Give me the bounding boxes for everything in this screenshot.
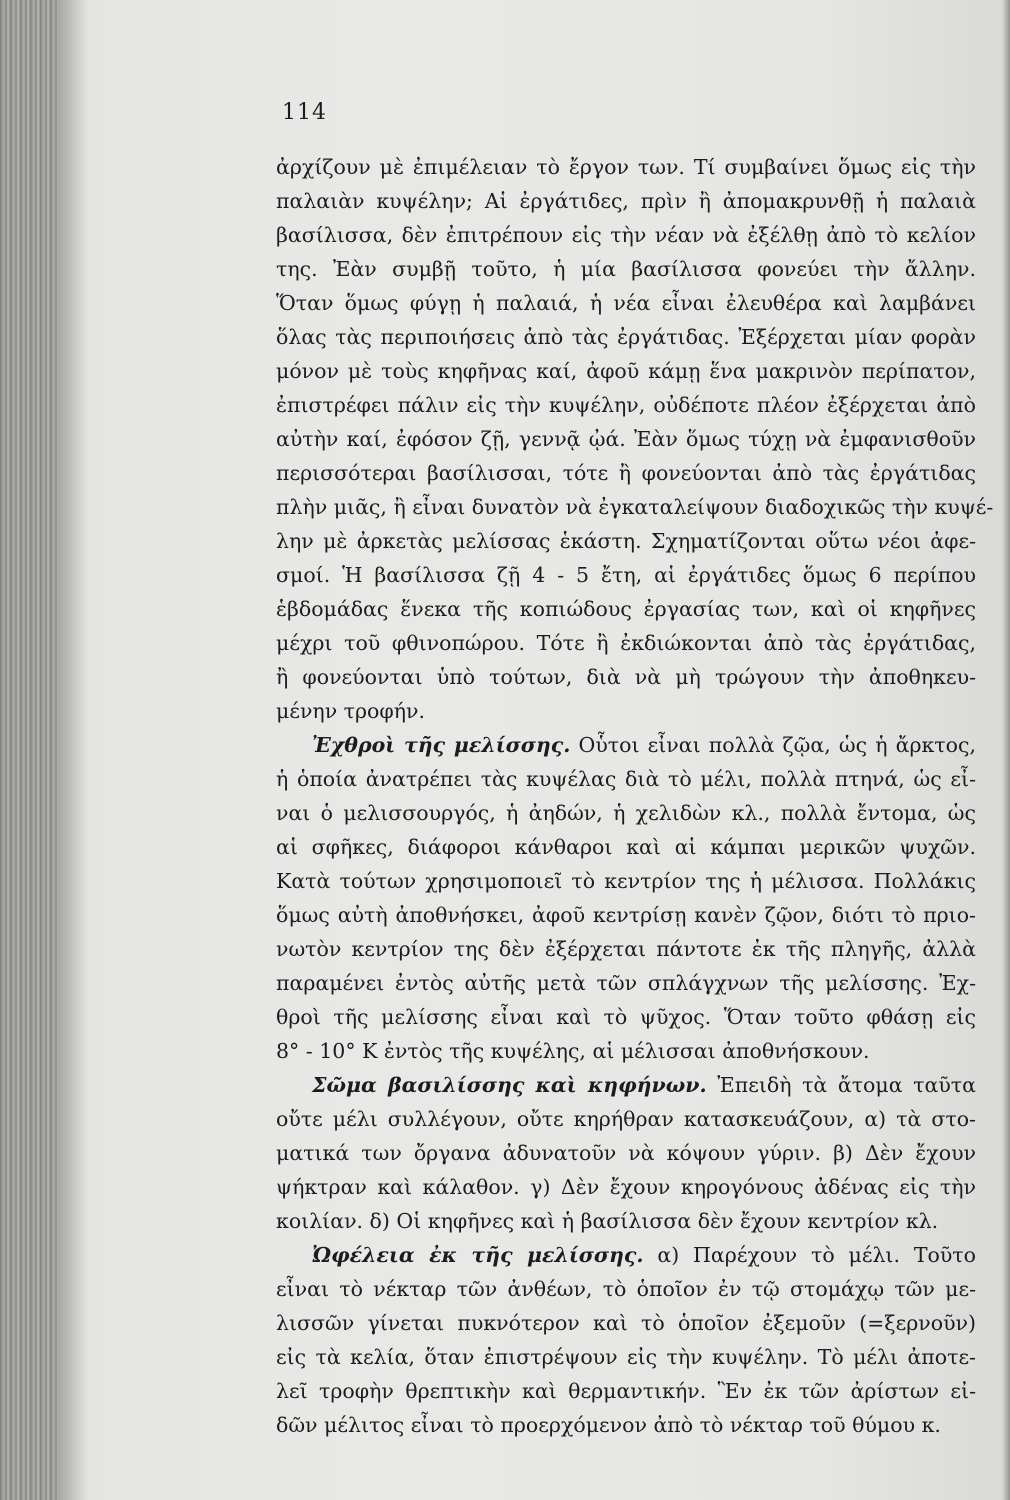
text-run: Οὗτοι εἶναι πολλὰ ζῷα, ὡς ἡ ἄρκτος, xyxy=(578,733,976,757)
text-line: ἐπιστρέφει πάλιν εἰς τὴν κυψέλην, οὐδέποτε πλέον ἐξέρχεται ἀπὸ xyxy=(276,393,976,417)
text-line: παραμένει ἐντὸς αὐτῆς μετὰ τῶν σπλάγχνων τῆς μελίσσης. Ἐχ- xyxy=(276,971,976,995)
section-heading: Ὠφέλεια ἐκ τῆς μελίσσης. xyxy=(312,1243,644,1267)
text-line: δῶν μέλιτος εἶναι τὸ προερχόμενον ἀπὸ τὸ νέκταρ τοῦ θύμου κ. xyxy=(276,1413,941,1437)
text-line: σμοί. Ἡ βασίλισσα ζῇ 4 - 5 ἔτη, αἱ ἐργάτιδες ὅμως 6 περίπου xyxy=(276,563,976,587)
text-line: νωτὸν κεντρίον της δὲν ἐξέρχεται πάντοτε ἐκ τῆς πληγῆς, ἀλλὰ xyxy=(276,937,976,961)
text-line: κοιλίαν. δ) Οἱ κηφῆνες καὶ ἡ βασίλισσα δὲν ἔχουν κεντρίον κλ. xyxy=(276,1209,939,1233)
text-line: λεῖ τροφὴν θρεπτικὴν καὶ θερμαντικήν. Ἓν ἐκ τῶν ἀρίστων εἰ- xyxy=(276,1379,976,1403)
text-line: βασίλισσα, δὲν ἐπιτρέπουν εἰς τὴν νέαν νὰ ἐξέλθῃ ἀπὸ τὸ κελίον xyxy=(276,223,976,247)
paragraph-queen-drone-body xyxy=(276,1068,976,1238)
page-number: 114 xyxy=(282,100,327,125)
text-run: α) Παρέχουν τὸ μέλι. Τοῦτο xyxy=(657,1243,976,1267)
text-line: αἱ σφῆκες, διάφοροι κάνθαροι καὶ αἱ κάμπαι μερικῶν ψυχῶν. xyxy=(276,835,976,859)
book-binding xyxy=(0,0,58,1500)
text-line: ναι ὁ μελισσουργός, ἡ ἀηδών, ἡ χελιδὼν κλ., πολλὰ ἔντομα, ὡς xyxy=(276,801,976,825)
text-line: 8° - 10° Κ ἐντὸς τῆς κυψέλης, αἱ μέλισσαι ἀποθνήσκουν. xyxy=(276,1039,870,1063)
text-line xyxy=(276,1068,976,1102)
text-line: ἀρχίζουν μὲ ἐπιμέλειαν τὸ ἔργον των. Τί συμβαίνει ὅμως εἰς τὴν xyxy=(276,155,976,179)
text-line: αὐτὴν καί, ἐφόσον ζῇ, γεννᾷ ᾠά. Ἐὰν ὅμως τύχῃ νὰ ἐμφανισθοῦν xyxy=(276,427,976,451)
text-line xyxy=(276,728,976,762)
text-line xyxy=(276,1238,976,1272)
text-line: της. Ἐὰν συμβῇ τοῦτο, ἡ μία βασίλισσα φονεύει τὴν ἄλλην. xyxy=(276,257,976,281)
text-line: ὅμως αὐτὴ ἀποθνήσκει, ἀφοῦ κεντρίσῃ κανὲν ζῷον, διότι τὸ πριο- xyxy=(276,903,976,927)
page-edge xyxy=(1002,0,1010,1500)
text-line: λην μὲ ἀρκετὰς μελίσσας ἑκάστη. Σχηματίζονται οὕτω νέοι ἀφε- xyxy=(276,529,976,553)
text-line: ἢ φονεύονται ὑπὸ τούτων, διὰ νὰ μὴ τρώγουν τὴν ἀποθηκευ- xyxy=(276,665,976,689)
section-heading: Ἐχθροὶ τῆς μελίσσης. xyxy=(312,733,571,757)
paragraph-benefits xyxy=(276,1238,976,1442)
text-line: ὅλας τὰς περιποιήσεις ἀπὸ τὰς ἐργάτιδας. Ἐξέρχεται μίαν φορὰν xyxy=(276,325,976,349)
body-text xyxy=(276,150,994,1442)
text-line: Κατὰ τούτων χρησιμοποιεῖ τὸ κεντρίον της ἡ μέλισσα. Πολλάκις xyxy=(276,869,976,893)
text-line: οὔτε μέλι συλλέγουν, οὔτε κηρήθραν κατασκευάζουν, α) τὰ στο- xyxy=(276,1107,976,1131)
text-line: Ὅταν ὅμως φύγῃ ἡ παλαιά, ἡ νέα εἶναι ἐλευθέρα καὶ λαμβάνει xyxy=(276,291,976,315)
text-line: περισσότεραι βασίλισσαι, τότε ἢ φονεύονται ἀπὸ τὰς ἐργάτιδας xyxy=(276,461,976,485)
text-line: ψήκτραν καὶ κάλαθον. γ) Δὲν ἔχουν κηρογόνους ἀδένας εἰς τὴν xyxy=(276,1175,976,1199)
text-line: παλαιὰν κυψέλην; Αἱ ἐργάτιδες, πρὶν ἢ ἀπομακρυνθῇ ἡ παλαιὰ xyxy=(276,189,976,213)
text-line: ἑβδομάδας ἕνεκα τῆς κοπιώδους ἐργασίας των, καὶ οἱ κηφῆνες xyxy=(276,597,976,621)
section-heading: Σῶμα βασιλίσσης καὶ κηφήνων. xyxy=(312,1073,707,1097)
paragraph-queen-replacement xyxy=(276,150,994,728)
text-line: ματικά των ὄργανα ἀδυνατοῦν νὰ κόψουν γύριν. β) Δὲν ἔχουν xyxy=(276,1141,976,1165)
binding-shadow xyxy=(58,0,88,1500)
text-line: εἰς τὰ κελία, ὅταν ἐπιστρέψουν εἰς τὴν κυψέλην. Τὸ μέλι ἀποτε- xyxy=(276,1345,976,1369)
paragraph-enemies xyxy=(276,728,976,1068)
text-line: μένην τροφήν. xyxy=(276,699,426,723)
text-line: ἡ ὁποία ἀνατρέπει τὰς κυψέλας διὰ τὸ μέλι, πολλὰ πτηνά, ὡς εἶ- xyxy=(276,767,976,791)
text-line: λισσῶν γίνεται πυκνότερον καὶ τὸ ὁποῖον ἐξεμοῦν (=ξερνοῦν) xyxy=(276,1311,976,1335)
text-line: πλὴν μιᾶς, ἢ εἶναι δυνατὸν νὰ ἐγκαταλείψουν διαδοχικῶς τὴν κυψέ- xyxy=(276,495,994,519)
text-line: μόνον μὲ τοὺς κηφῆνας καί, ἀφοῦ κάμῃ ἕνα μακρινὸν περίπατον, xyxy=(276,359,976,383)
text-line: εἶναι τὸ νέκταρ τῶν ἀνθέων, τὸ ὁποῖον ἐν τῷ στομάχῳ τῶν με- xyxy=(276,1277,976,1301)
text-run: Ἐπειδὴ τὰ ἄτομα ταῦτα xyxy=(717,1073,976,1097)
text-line: μέχρι τοῦ φθινοπώρου. Τότε ἢ ἐκδιώκονται ἀπὸ τὰς ἐργάτιδας, xyxy=(276,631,976,655)
text-line: θροὶ τῆς μελίσσης εἶναι καὶ τὸ ψῦχος. Ὅταν τοῦτο φθάσῃ εἰς xyxy=(276,1005,976,1029)
